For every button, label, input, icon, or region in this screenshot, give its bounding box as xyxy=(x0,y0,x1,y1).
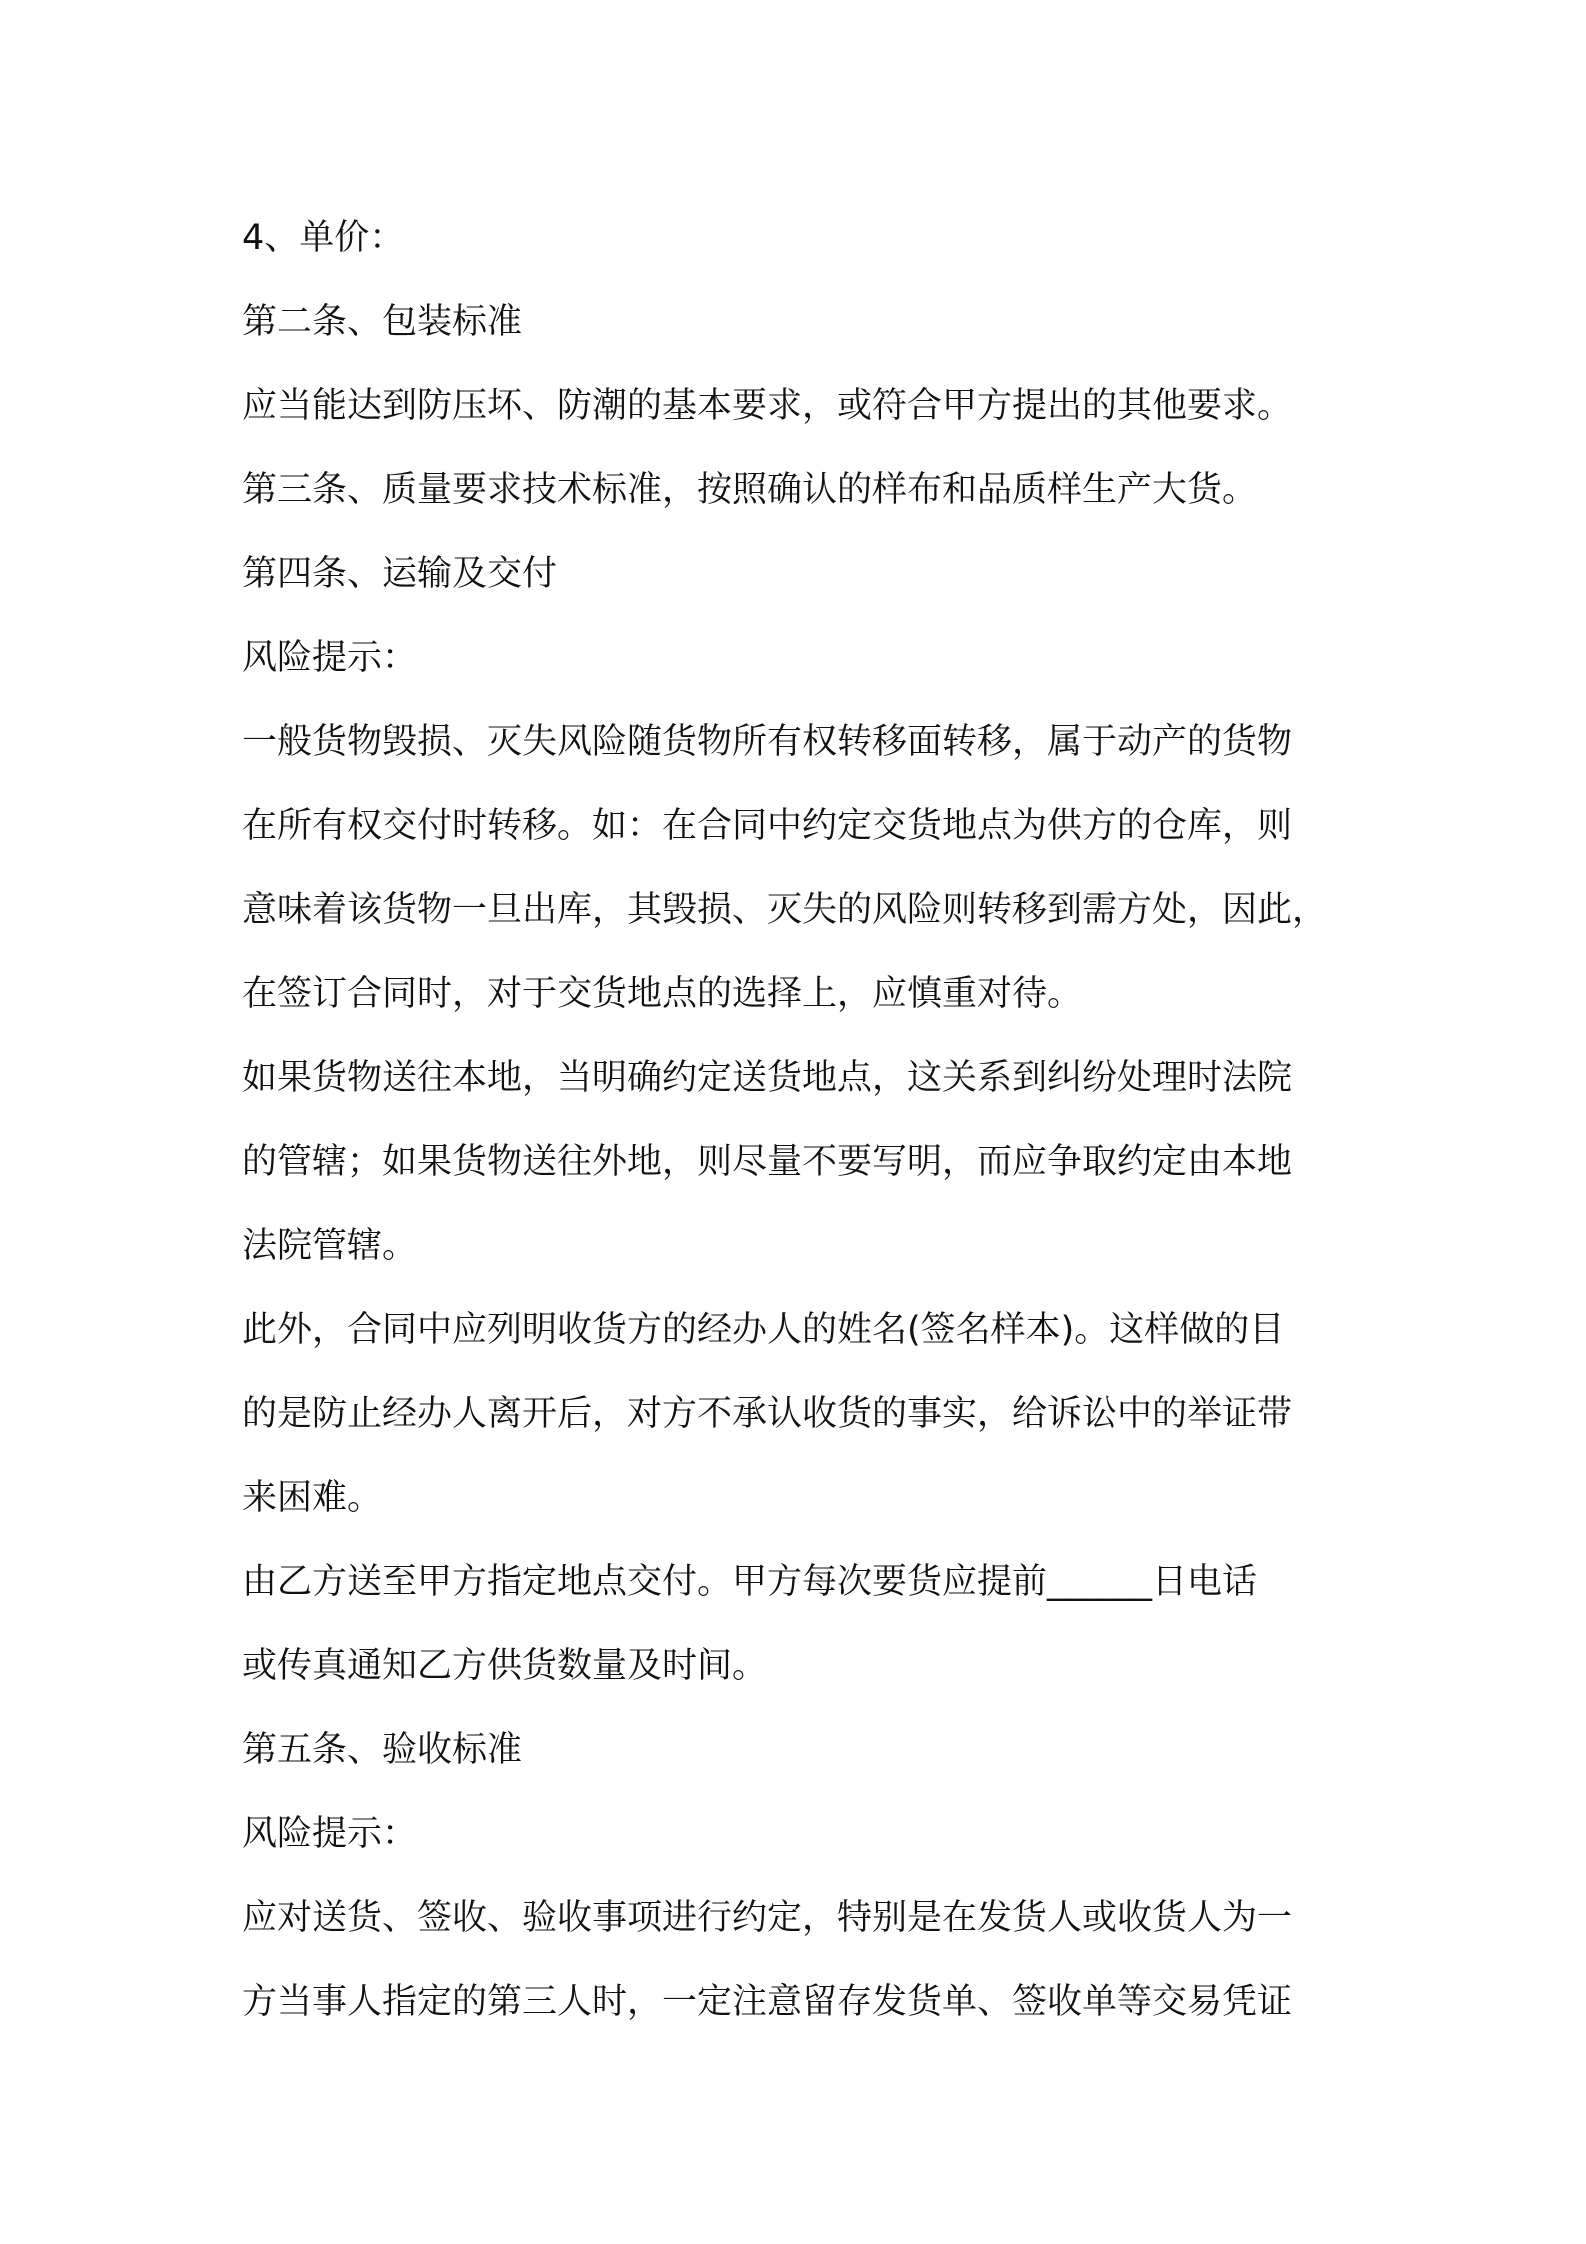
paragraph-line: 在签订合同时，对于交货地点的选择上，应慎重对待。 xyxy=(242,974,1083,1014)
paragraph-line: 一般货物毁损、灭失风险随货物所有权转移面转移，属于动产的货物 xyxy=(242,722,1293,762)
delivery-clause: 或传真通知乙方供货数量及时间。 xyxy=(242,1646,768,1686)
paragraph-line: 此外，合同中应列明收货方的经办人的姓名(签名样本)。这样做的目 xyxy=(242,1310,1285,1350)
article-5-heading: 第五条、验收标准 xyxy=(242,1730,523,1770)
paragraph-line: 应对送货、签收、验收事项进行约定，特别是在发货人或收货人为一 xyxy=(242,1898,1293,1938)
packaging-requirement: 应当能达到防压坏、防潮的基本要求，或符合甲方提出的其他要求。 xyxy=(242,386,1293,426)
risk-notice-label: 风险提示： xyxy=(242,638,418,678)
risk-notice-label: 风险提示： xyxy=(242,1814,418,1854)
paragraph-line: 在所有权交付时转移。如：在合同中约定交货地点为供方的仓库，则 xyxy=(242,806,1293,846)
article-3-quality: 第三条、质量要求技术标准，按照确认的样布和品质样生产大货。 xyxy=(242,470,1258,510)
paragraph-line: 意味着该货物一旦出库，其毁损、灭失的风险则转移到需方处，因此， xyxy=(242,890,1328,930)
paragraph-line: 方当事人指定的第三人时，一定注意留存发货单、签收单等交易凭证 xyxy=(242,1982,1293,2022)
paragraph-line: 的管辖；如果货物送往外地，则尽量不要写明，而应争取约定由本地 xyxy=(242,1142,1293,1182)
article-4-heading: 第四条、运输及交付 xyxy=(242,554,558,594)
paragraph-line: 法院管辖。 xyxy=(242,1226,418,1266)
paragraph-line: 来困难。 xyxy=(242,1478,383,1518)
paragraph-line: 的是防止经办人离开后，对方不承认收货的事实，给诉讼中的举证带 xyxy=(242,1394,1293,1434)
article-2-heading: 第二条、包装标准 xyxy=(242,302,523,342)
unit-price-item: 4、单价： xyxy=(242,218,405,258)
paragraph-line: 如果货物送往本地，当明确约定送货地点，这关系到纠纷处理时法院 xyxy=(242,1058,1293,1098)
document-body xyxy=(242,196,1354,2044)
delivery-clause: 由乙方送至甲方指定地点交付。甲方每次要货应提前______日电话 xyxy=(242,1562,1258,1602)
